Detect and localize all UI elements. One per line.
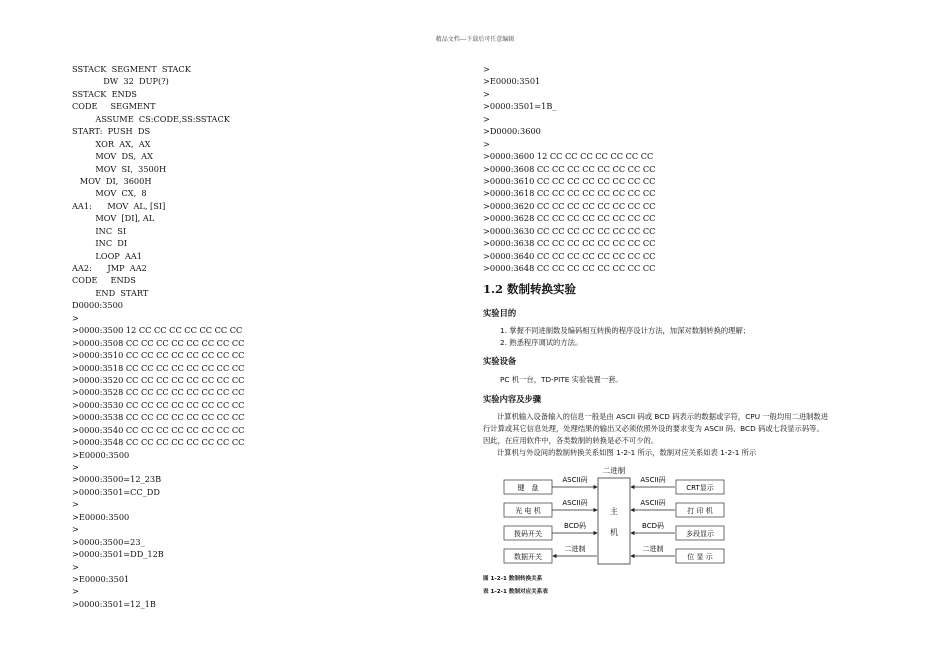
code-line: >0000:3501=12_1B <box>72 598 156 609</box>
left-box-1 <box>504 503 552 517</box>
dump-line: > <box>483 88 490 99</box>
left-arrow-label-0: ASCII码 <box>562 476 588 484</box>
dump-line: >0000:3620 CC CC CC CC CC CC CC CC <box>483 200 656 211</box>
right-box-2 <box>676 526 724 540</box>
code-line: >0000:3500=23_ <box>72 536 145 547</box>
code-line: >0000:3548 CC CC CC CC CC CC CC CC <box>72 437 245 448</box>
code-line: INC DI <box>72 238 128 249</box>
page-header: 精品文档---下载后可任意编辑 <box>435 36 515 43</box>
right-box-1 <box>676 503 724 517</box>
code-line: >0000:3518 CC CC CC CC CC CC CC CC <box>72 362 245 373</box>
code-line: >0000:3530 CC CC CC CC CC CC CC CC <box>72 399 245 410</box>
code-line: LOOP AA1 <box>72 250 143 261</box>
dump-line: > <box>483 64 490 74</box>
code-line: >0000:3538 CC CC CC CC CC CC CC CC <box>72 412 245 423</box>
code-line: MOV DI, 3600H <box>72 175 152 186</box>
dump-line: >0000:3640 CC CC CC CC CC CC CC CC <box>483 250 656 261</box>
code-line: MOV DS, AX <box>72 151 153 162</box>
dump-line: >D0000:3600 <box>483 126 541 137</box>
paragraph-line-3: 因此，在应用软件中，各类数制的转换是必不可少的。 <box>483 436 659 445</box>
code-line: MOV [DI], AL <box>72 213 155 224</box>
code-line: > <box>72 561 79 572</box>
code-line: AA2: JMP AA2 <box>72 263 147 273</box>
right-arrow-label-0: ASCII码 <box>640 476 666 484</box>
dump-line: >0000:3630 CC CC CC CC CC CC CC CC <box>483 225 656 236</box>
paragraph-line-2: 行计算或其它信息处理，处理结果的输出又必须依照外设的要求变为 ASCII 码、BCD 码或七段显示码等。 <box>483 424 824 433</box>
conversion-diagram <box>500 462 740 570</box>
equipment-heading: 实验设备 <box>483 356 517 366</box>
left-box-2 <box>504 526 552 540</box>
code-line: MOV SI, 3500H <box>72 163 167 174</box>
host-label-1: 主 <box>610 507 618 516</box>
content-heading: 实验内容及步骤 <box>483 394 542 404</box>
svg-text:键 盘: 键 盘 <box>517 484 539 492</box>
dump-line: >0000:3501=1B_ <box>483 101 557 112</box>
code-line: >0000:3501=DD_12B <box>72 549 164 560</box>
code-line: INC SI <box>72 225 127 236</box>
code-line: >E0000:3500 <box>72 511 130 522</box>
svg-text:光 电 机: 光 电 机 <box>515 507 541 515</box>
code-line: AA1: MOV AL, [SI] <box>72 200 166 211</box>
code-line: CODE SEGMENT <box>72 101 156 112</box>
code-line: D0000:3500 <box>72 300 123 311</box>
code-line: > <box>72 499 79 510</box>
code-line: MOV CX, 8 <box>72 188 147 199</box>
code-line: SSTACK ENDS <box>72 88 137 99</box>
dump-line: >0000:3628 CC CC CC CC CC CC CC CC <box>483 213 656 224</box>
code-line: > <box>72 312 79 323</box>
top-label: 二进制 <box>602 466 626 475</box>
svg-text:位 显 示: 位 显 示 <box>687 553 713 561</box>
left-column-code <box>72 63 472 610</box>
right-arrow-label-2: BCD码 <box>642 522 664 530</box>
code-line: DW 32 DUP(?) <box>72 76 169 87</box>
code-line: >0000:3510 CC CC CC CC CC CC CC CC <box>72 350 245 361</box>
dump-line: >0000:3610 CC CC CC CC CC CC CC CC <box>483 175 656 186</box>
dump-line: >0000:3600 12 CC CC CC CC CC CC CC <box>483 151 654 162</box>
paragraph-2: 计算机与外设间的数制转换关系如图 1-2-1 所示，数制对应关系如表 1-2-1 所示 <box>497 448 757 457</box>
dump-line: >E0000:3501 <box>483 76 541 87</box>
code-line: >E0000:3501 <box>72 573 130 584</box>
dump-line: >0000:3618 CC CC CC CC CC CC CC CC <box>483 188 656 199</box>
right-box-0 <box>676 480 724 494</box>
code-line: >0000:3540 CC CC CC CC CC CC CC CC <box>72 424 245 435</box>
code-line: END START <box>72 287 149 298</box>
code-line: XOR AX, AX <box>72 138 151 149</box>
svg-text:多段显示: 多段显示 <box>686 530 714 538</box>
code-line: ASSUME CS:CODE,SS:SSTACK <box>72 113 230 124</box>
code-line: >0000:3508 CC CC CC CC CC CC CC CC <box>72 337 245 348</box>
right-box-3 <box>676 549 724 563</box>
dump-line: > <box>483 113 490 124</box>
code-line: >0000:3528 CC CC CC CC CC CC CC CC <box>72 387 245 398</box>
table-caption: 表 1-2-1 数制对应关系表 <box>483 589 548 595</box>
left-box-3 <box>504 549 552 563</box>
code-line: >0000:3500=12_23B <box>72 474 162 485</box>
left-arrow-label-3: 二进制 <box>564 545 586 553</box>
code-line: >E0000:3500 <box>72 449 130 460</box>
right-arrow-label-1: ASCII码 <box>640 499 666 507</box>
code-line: > <box>72 524 79 535</box>
dump-line: > <box>483 138 490 149</box>
code-line: START: PUSH DS <box>72 126 151 137</box>
purpose-item-2: 2. 熟悉程序调试的方法。 <box>500 338 583 347</box>
purpose-item-1: 1. 掌握不同进制数及编码相互转换的程序设计方法，加深对数制转换的理解； <box>500 326 751 335</box>
code-line: >0000:3500 12 CC CC CC CC CC CC CC <box>72 325 243 336</box>
svg-text:拨码开关: 拨码开关 <box>514 530 542 538</box>
dump-line: >0000:3648 CC CC CC CC CC CC CC CC <box>483 263 656 273</box>
code-line: > <box>72 462 79 472</box>
host-label-2: 机 <box>610 528 618 537</box>
svg-text:打 印 机: 打 印 机 <box>687 507 713 515</box>
svg-text:数据开关: 数据开关 <box>514 553 542 561</box>
equipment-text: PC 机一台，TD-PITE 实验装置一套。 <box>500 375 623 384</box>
code-line: >0000:3501=CC_DD <box>72 486 160 497</box>
host-box <box>598 478 630 564</box>
purpose-heading: 实验目的 <box>483 308 517 318</box>
section-title: 1.2 数制转换实验 <box>483 282 577 296</box>
code-line: CODE ENDS <box>72 275 136 286</box>
code-line: SSTACK SEGMENT STACK <box>72 64 191 74</box>
right-arrow-label-3: 二进制 <box>642 545 664 553</box>
paragraph-line-1: 计算机输入设备输入的信息一般是由 ASCII 码或 BCD 码表示的数据或字符，CPU 一般均用二进制数进 <box>497 412 829 421</box>
left-arrow-label-2: BCD码 <box>564 522 586 530</box>
svg-text:CRT显示: CRT显示 <box>686 484 714 492</box>
code-line: > <box>72 586 79 597</box>
right-column-dump <box>483 63 893 274</box>
code-line: >0000:3520 CC CC CC CC CC CC CC CC <box>72 374 245 385</box>
left-box-0 <box>504 480 552 494</box>
left-arrow-label-1: ASCII码 <box>562 499 588 507</box>
dump-line: >0000:3608 CC CC CC CC CC CC CC CC <box>483 163 656 174</box>
dump-line: >0000:3638 CC CC CC CC CC CC CC CC <box>483 238 656 249</box>
figure-caption: 图 1-2-1 数制转换关系 <box>483 576 543 582</box>
